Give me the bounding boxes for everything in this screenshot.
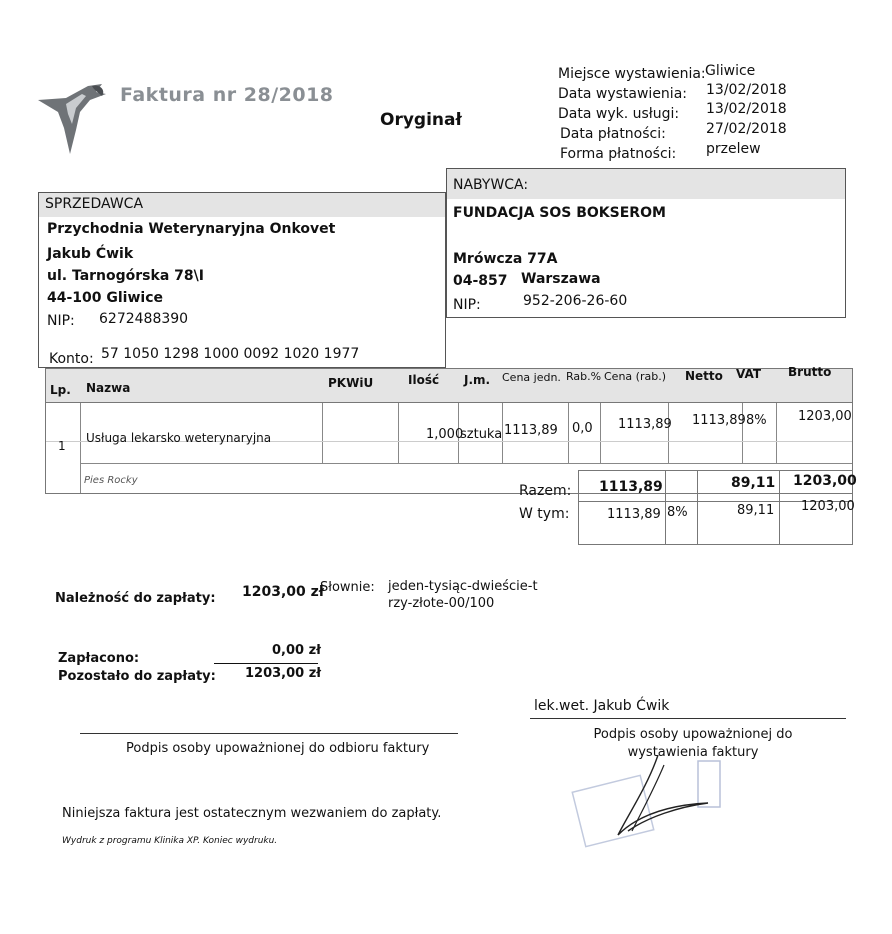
amount-due-value: 1203,00 zł — [242, 584, 324, 600]
item-note: Pies Rocky — [84, 475, 138, 486]
item-unit-price: 1113,89 — [504, 423, 558, 438]
item-price-after: 1113,89 — [618, 417, 672, 432]
summary-breakdown-gross: 1203,00 — [801, 499, 855, 514]
receiver-signature-caption: Podpis osoby upoważnionej do odbioru faktury — [126, 741, 430, 756]
col-lp: Lp. — [50, 383, 71, 397]
signature-stamp-icon — [568, 755, 728, 855]
meta-value-service-date: 13/02/2018 — [706, 101, 787, 117]
paid-label: Zapłacono: — [58, 651, 140, 666]
printout-note: Wydruk z programu Klinika XP. Koniec wydruku. — [62, 836, 278, 846]
seller-box — [38, 192, 446, 368]
meta-label-payment-date: Data płatności: — [560, 126, 666, 142]
col-name: Nazwa — [86, 381, 131, 395]
item-discount: 0,0 — [572, 421, 593, 436]
item-vat: 8% — [746, 413, 767, 428]
summary-breakdown-net: 1113,89 — [607, 507, 661, 522]
original-label: Oryginał — [380, 110, 462, 130]
col-price-after: Cena (rab.) — [604, 370, 666, 383]
buyer-city: Warszawa — [521, 271, 601, 287]
col-unit-price: Cena jedn. — [502, 371, 561, 384]
summary-total-vat: 89,11 — [731, 475, 776, 491]
col-pkwiu: PKWiU — [328, 376, 374, 390]
meta-label-issue-date: Data wystawienia: — [558, 86, 687, 102]
amount-due-label: Należność do zapłaty: — [55, 591, 216, 606]
seller-city: 44-100 Gliwice — [47, 290, 164, 306]
meta-label-payment-method: Forma płatności: — [560, 146, 677, 162]
invoice-title: Faktura nr 28/2018 — [120, 84, 334, 106]
buyer-nip-label: NIP: — [453, 297, 481, 313]
seller-account-label: Konto: — [49, 351, 94, 367]
buyer-nip: 952-206-26-60 — [523, 293, 628, 309]
summary-total-gross: 1203,00 — [793, 473, 857, 489]
col-net: Netto — [685, 369, 723, 383]
items-table-header — [46, 365, 852, 403]
remaining-label: Pozostało do zapłaty: — [58, 669, 216, 684]
item-lp: 1 — [58, 439, 66, 453]
amount-words-label: Słownie: — [320, 580, 375, 595]
seller-nip-label: NIP: — [47, 313, 75, 329]
col-qty: Ilość — [408, 373, 440, 387]
col-unit: J.m. — [464, 373, 491, 387]
item-gross: 1203,00 — [798, 409, 852, 424]
remaining-value: 1203,00 zł — [245, 666, 322, 681]
meta-value-place: Gliwice — [705, 63, 756, 79]
item-qty: 1,000 — [426, 427, 464, 442]
final-notice: Niniejsza faktura jest ostatecznym wezwaniem do zapłaty. — [62, 806, 442, 821]
seller-street: ul. Tarnogórska 78\I — [47, 268, 204, 284]
summary-breakdown-rate: 8% — [667, 505, 688, 520]
summary-box — [578, 470, 857, 545]
buyer-street: Mrówcza 77A — [453, 251, 558, 267]
buyer-name: FUNDACJA SOS BOKSEROM — [453, 205, 666, 221]
summary-breakdown-vat: 89,11 — [737, 503, 775, 518]
item-name: Usługa lekarsko weterynaryjna — [86, 431, 272, 445]
col-gross: Brutto — [788, 365, 832, 379]
seller-heading: SPRZEDAWCA — [39, 193, 445, 217]
summary-total-net: 1113,89 — [599, 479, 663, 495]
meta-value-payment-date: 27/02/2018 — [706, 121, 787, 137]
paid-value: 0,00 zł — [272, 643, 321, 658]
col-vat: VAT — [736, 367, 762, 381]
buyer-postal: 04-857 — [453, 273, 508, 289]
summary-breakdown-label: W tym: — [519, 506, 570, 522]
col-discount: Rab.% — [566, 370, 602, 383]
item-unit: sztuka — [460, 427, 503, 442]
buyer-box — [446, 168, 846, 318]
seller-nip: 6272488390 — [99, 311, 189, 327]
issuer-signature-caption: Podpis osoby upoważnionej do wystawienia faktury — [593, 727, 793, 760]
seller-name: Przychodnia Weterynaryjna Onkovet — [47, 221, 336, 237]
bird-logo-icon — [36, 78, 116, 158]
seller-account: 57 1050 1298 1000 0092 1020 1977 — [101, 346, 360, 362]
seller-owner: Jakub Ćwik — [47, 246, 134, 262]
issuer-name: lek.wet. Jakub Ćwik — [534, 698, 670, 714]
meta-label-service-date: Data wyk. usługi: — [558, 106, 680, 122]
meta-value-payment-method: przelew — [706, 141, 761, 157]
amount-words: jeden-tysiąc-dwieście-trzy-złote-00/100 — [388, 579, 538, 611]
item-net: 1113,89 — [692, 413, 746, 428]
meta-value-issue-date: 13/02/2018 — [706, 82, 787, 98]
summary-total-label: Razem: — [519, 483, 572, 499]
buyer-heading: NABYWCA: — [447, 169, 845, 199]
meta-label-place: Miejsce wystawienia: — [558, 66, 706, 82]
